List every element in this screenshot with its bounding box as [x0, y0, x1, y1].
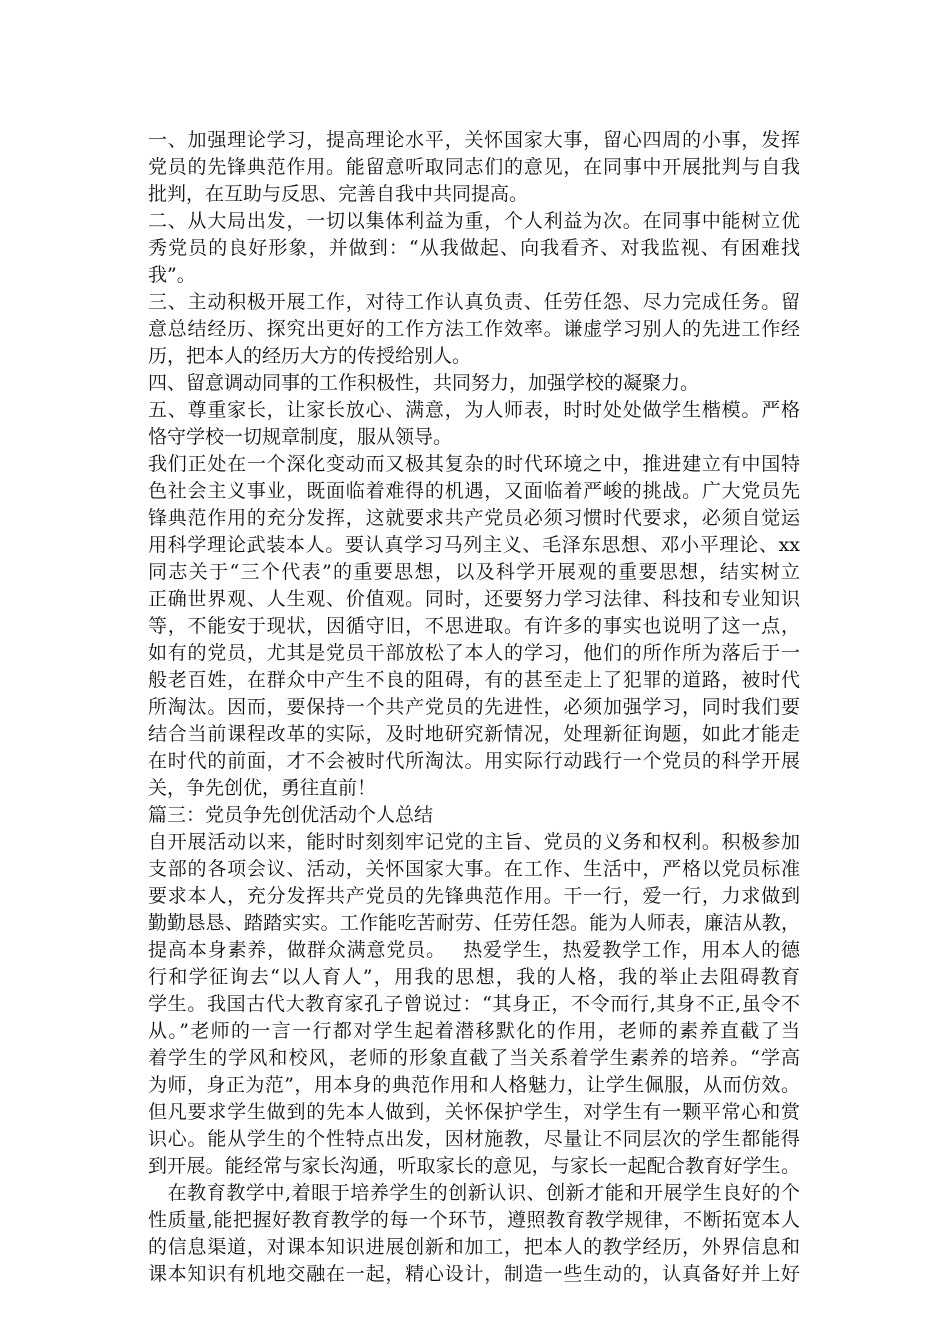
- text-line: 从。”老师的一言一行都对学生起着潜移默化的作用，老师的素养直截了当: [148, 1020, 800, 1042]
- text-line: 我们正处在一个深化变动而又极其复杂的时代环境之中，推进建立有中国特: [148, 453, 800, 475]
- text-line: 锋典范作用的充分发挥，这就要求共产党员必须习惯时代要求，必须自觉运: [148, 507, 800, 529]
- text-line: 秀党员的良好形象，并做到：“从我做起、向我看齐、对我监视、有困难找: [148, 237, 800, 259]
- text-line: 课本知识有机地交融在一起，精心设计，制造一些生动的，认真备好并上好: [148, 1263, 800, 1285]
- text-line: 结合当前课程改革的实际，及时地研究新情况，处理新征询题，如此才能走: [148, 723, 800, 745]
- text-line: 勤勤恳恳、踏踏实实。工作能吃苦耐劳、任劳任怨。能为人师表，廉洁从教，: [148, 912, 800, 934]
- text-line: 提高本身素养，做群众满意党员。 热爱学生，热爱教学工作，用本人的德: [148, 939, 800, 961]
- text-line: 在时代的前面，才不会被时代所淘汰。用实际行动践行一个党员的科学开展: [148, 750, 800, 772]
- text-line: 但凡要求学生做到的先本人做到，关怀保护学生，对学生有一颗平常心和赏: [148, 1101, 800, 1123]
- text-line: 历，把本人的经历大方的传授给别人。: [148, 345, 472, 367]
- text-line: 如有的党员，尤其是党员干部放松了本人的学习，他们的所作所为落后于一: [148, 642, 800, 664]
- text-line: 用科学理论武装本人。要认真学习马列主义、毛泽东思想、邓小平理论、xx: [148, 534, 800, 556]
- text-line: 正确世界观、人生观、价值观。同时，还要努力学习法律、科技和专业知识: [148, 588, 800, 610]
- text-line: 般老百姓，在群众中产生不良的阻碍，有的甚至走上了犯罪的道路，被时代: [148, 669, 800, 691]
- text-line: 行和学征询去“以人育人”，用我的思想，我的人格，我的举止去阻碍教育: [148, 966, 800, 988]
- text-line: 等，不能安于现状，因循守旧，不思进取。有许多的事实也说明了这一点，: [148, 615, 800, 637]
- text-line: 要求本人，充分发挥共产党员的先锋典范作用。干一行，爱一行，力求做到: [148, 885, 800, 907]
- text-line: 二、从大局出发，一切以集体利益为重，个人利益为次。在同事中能树立优: [148, 210, 800, 232]
- text-line: 一、加强理论学习，提高理论水平，关怀国家大事，留心四周的小事，发挥: [148, 129, 800, 151]
- text-line: 性质量,能把握好教育教学的每一个环节，遵照教育教学规律，不断拓宽本人: [148, 1209, 800, 1231]
- text-line: 三、主动积极开展工作，对待工作认真负责、任劳任怨、尽力完成任务。留: [148, 291, 800, 313]
- document-body: [148, 127, 800, 1288]
- text-line: 着学生的学风和校风，老师的形象直截了当关系着学生素养的培养。“学高: [148, 1047, 800, 1069]
- text-line: 我”。: [148, 264, 196, 286]
- text-line: 五、尊重家长，让家长放心、满意，为人师表，时时处处做学生楷模。严格: [148, 399, 800, 421]
- text-line: 在教育教学中,着眼于培养学生的创新认识、创新才能和开展学生良好的个: [148, 1182, 800, 1204]
- text-line: 关，争先创优，勇往直前！: [148, 777, 377, 799]
- text-line: 恪守学校一切规章制度，服从领导。: [148, 426, 453, 448]
- text-line: 色社会主义事业，既面临着难得的机遇，又面临着严峻的挑战。广大党员先: [148, 480, 800, 502]
- text-line: 批判，在互助与反思、完善自我中共同提高。: [148, 183, 529, 205]
- text-line: 学生。我国古代大教育家孔子曾说过：“其身正，不令而行,其身不正,虽令不: [148, 993, 800, 1015]
- text-line: 为师，身正为范”，用本身的典范作用和人格魅力，让学生佩服，从而仿效。: [148, 1074, 800, 1096]
- text-line: 党员的先锋典范作用。能留意听取同志们的意见，在同事中开展批判与自我: [148, 156, 800, 178]
- text-line: 意总结经历、探究出更好的工作方法工作效率。谦虚学习别人的先进工作经: [148, 318, 800, 340]
- text-line: 自开展活动以来，能时时刻刻牢记党的主旨、党员的义务和权利。积极参加: [148, 831, 800, 853]
- text-line: 所淘汰。因而，要保持一个共产党员的先进性，必须加强学习，同时我们要: [148, 696, 800, 718]
- section-heading: 篇三：党员争先创优活动个人总结: [148, 804, 434, 826]
- text-line: 支部的各项会议、活动，关怀国家大事。在工作、生活中，严格以党员标准: [148, 858, 800, 880]
- text-line: 四、留意调动同事的工作积极性，共同努力，加强学校的凝聚力。: [148, 372, 700, 394]
- text-line: 识心。能从学生的个性特点出发，因材施教，尽量让不同层次的学生都能得: [148, 1128, 800, 1150]
- text-line: 的信息渠道，对课本知识进展创新和加工，把本人的教学经历，外界信息和: [148, 1236, 800, 1258]
- text-line: 到开展。能经常与家长沟通，听取家长的意见，与家长一起配合教育好学生。: [148, 1155, 800, 1177]
- text-line: 同志关于“三个代表”的重要思想，以及科学开展观的重要思想，结实树立: [148, 561, 800, 583]
